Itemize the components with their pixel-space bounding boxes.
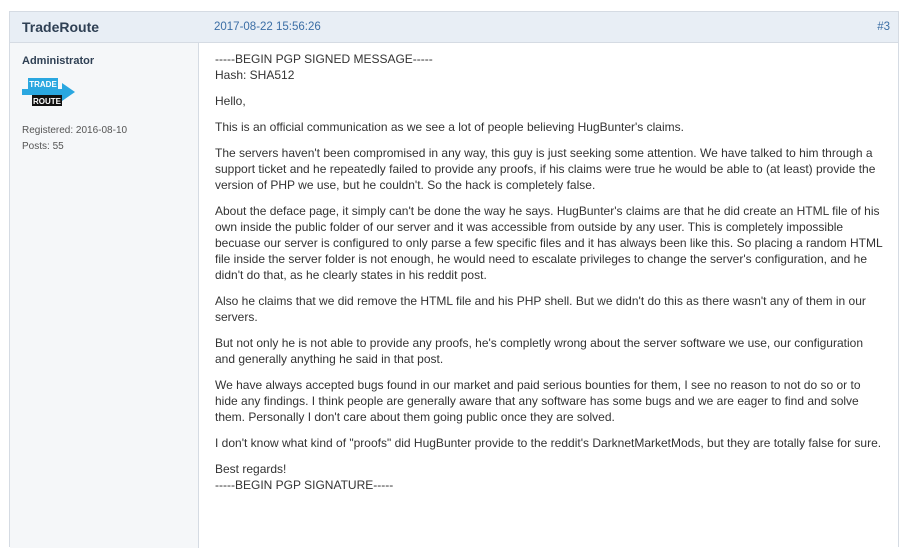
post-permalink[interactable]: #3 — [877, 21, 890, 33]
paragraph: I don't know what kind of "proofs" did HugBunter provide to the reddit's DarknetMarketMods, but they are totally false for sure. — [215, 436, 882, 450]
post-count: Posts: 55 — [22, 141, 64, 152]
message-body — [215, 51, 885, 503]
post-content — [199, 43, 898, 548]
paragraph: This is an official communication as we see a lot of people believing HugBunter's claims. — [215, 120, 684, 134]
post-header — [10, 12, 898, 43]
author-role: Administrator — [22, 55, 95, 67]
forum-post — [9, 11, 899, 547]
pgp-header — [215, 51, 885, 83]
paragraph: Also he claims that we did remove the HTML file and his PHP shell. But we didn't do this as there wasn't any of them in our servers. — [215, 294, 866, 324]
author-name-link[interactable]: TradeRoute — [22, 19, 100, 35]
paragraph: We have always accepted bugs found in our market and paid serious bounties for them, I see no reason to not do so or to hide any findings. I think people are generally aware that any software has some bugs and we are eager to find and solve them. Personally I don't care about them going public once they are solved. — [215, 378, 861, 424]
paragraph: About the deface page, it simply can't be done the way he says. HugBunter's claims are that he did create an HTML file of his own inside the public folder of our server and it was accessible from outside by any user. This is completely impossible becuase our server is configured to only parse a few specific files and it has always been like this. So placing a random HTML file inside the server folder is not enough, he would need to escalate privileges to change the server's configuration, and he didn't do that, as he clearly states in his reddit post. — [215, 204, 883, 282]
registered-date: Registered: 2016-08-10 — [22, 125, 128, 136]
paragraph: The servers haven't been compromised in any way, this guy is just seeking some attention. We have talked to him through a support ticket and he repeatedly failed to provide any proofs, if his claims were true he would be able to (at least) provide the version of PHP we use, but he couldn't. So the hack is completely false. — [215, 146, 876, 192]
closing-block — [215, 461, 885, 493]
paragraph: But not only he is not able to provide any proofs, he's completly wrong about the server software we use, our configuration and generally anything he said in that post. — [215, 336, 863, 366]
traderoute-logo-avatar — [22, 74, 76, 108]
svg-text:ROUTE: ROUTE — [33, 97, 61, 106]
hash-line: Hash: SHA512 — [215, 68, 295, 82]
paragraph: Hello, — [215, 94, 246, 108]
author-sidebar — [10, 43, 199, 548]
pgp-begin-line: -----BEGIN PGP SIGNED MESSAGE----- — [215, 52, 433, 66]
pgp-signature-line: -----BEGIN PGP SIGNATURE----- — [215, 478, 394, 492]
svg-text:TRADE: TRADE — [29, 80, 57, 89]
closing-line: Best regards! — [215, 462, 287, 476]
post-date: 2017-08-22 15:56:26 — [214, 21, 321, 33]
